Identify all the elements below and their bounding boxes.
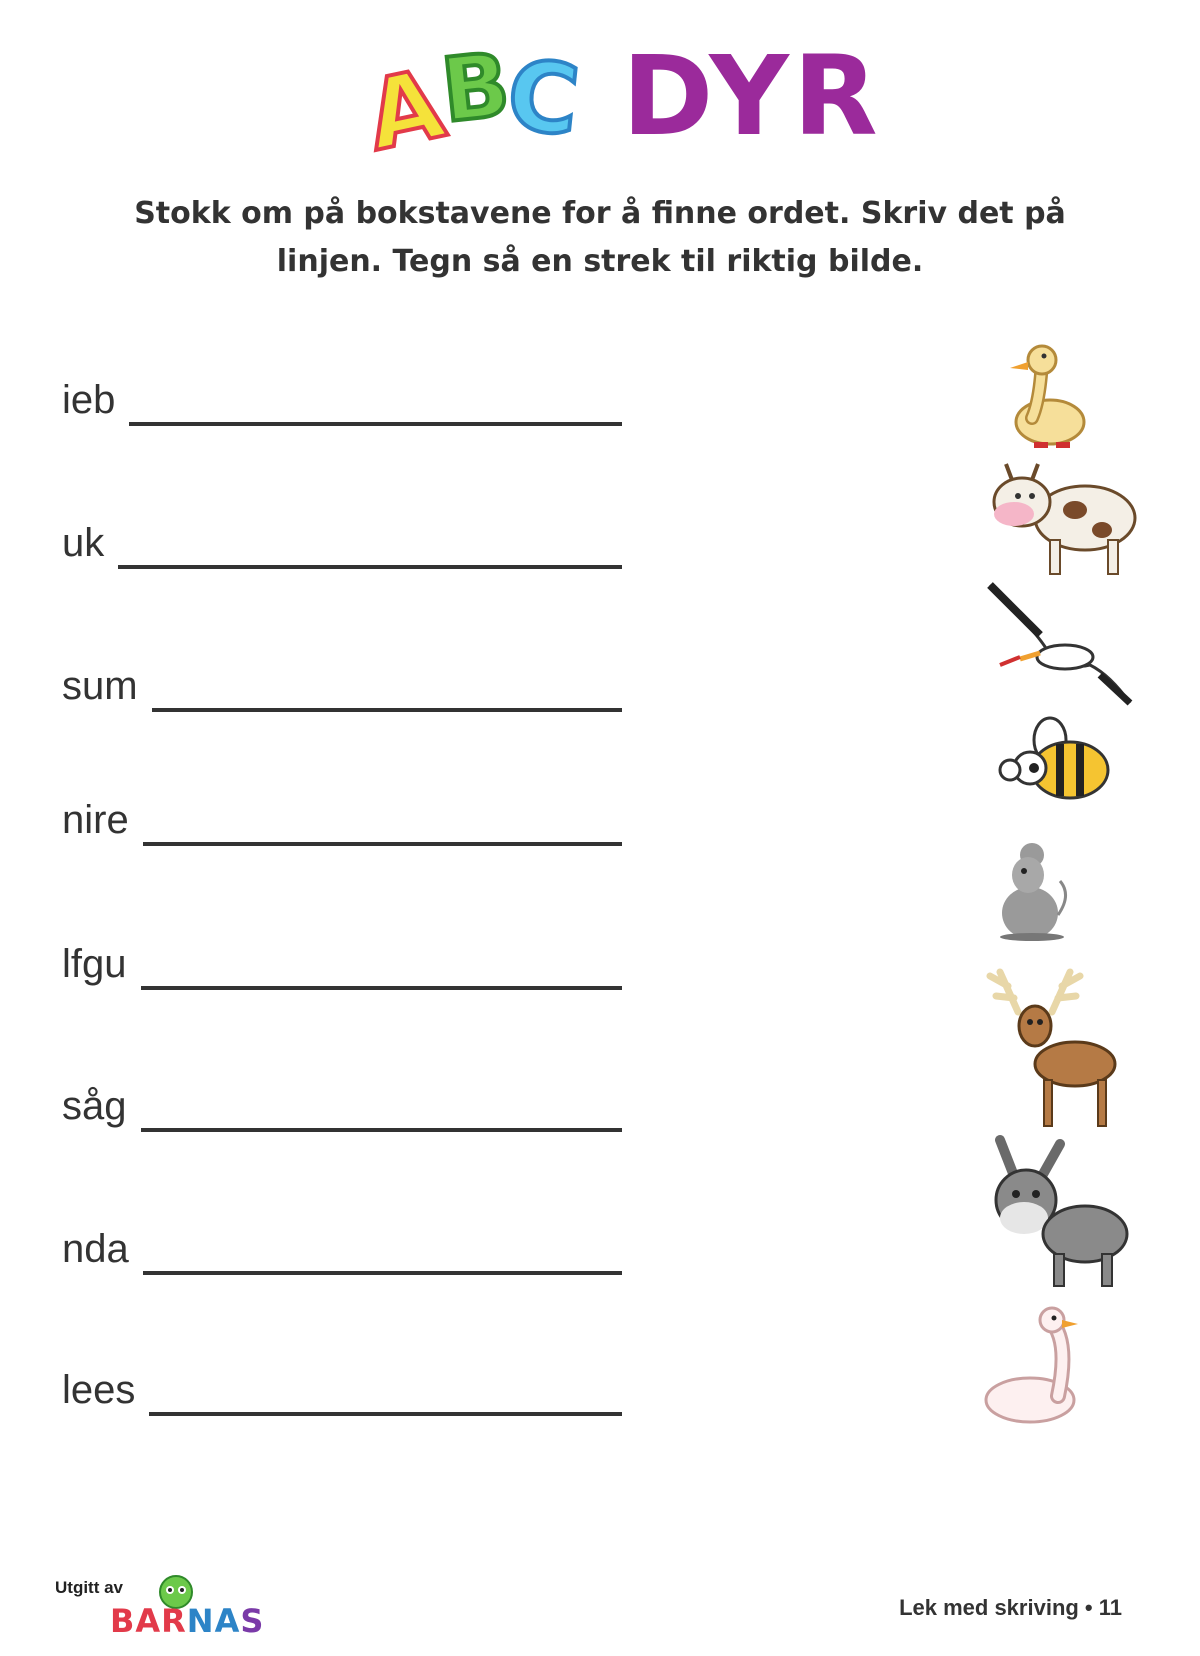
swan-icon[interactable]: [980, 1300, 1160, 1430]
answer-line[interactable]: [143, 1271, 622, 1275]
word-row: [62, 1199, 622, 1279]
answer-line[interactable]: [141, 1128, 623, 1132]
publisher-logo: [55, 1568, 315, 1638]
word-row: [62, 636, 622, 716]
instructions: [110, 190, 1090, 286]
title-letter-c: C: [502, 38, 585, 158]
scrambled-word: såg: [62, 1084, 127, 1128]
cow-icon[interactable]: [980, 458, 1160, 588]
answer-line[interactable]: [129, 422, 622, 426]
answer-line[interactable]: [141, 986, 623, 990]
publisher-prefix: Utgitt av: [55, 1578, 123, 1597]
answer-line[interactable]: [118, 565, 622, 569]
duck-icon[interactable]: [980, 340, 1160, 460]
publisher-name: BARNAS: [110, 1602, 265, 1640]
word-row: [62, 493, 622, 573]
mouse-icon[interactable]: [980, 835, 1160, 945]
reindeer-icon[interactable]: [980, 952, 1160, 1132]
instructions-line-1: Stokk om på bokstavene for å finne ordet. Skriv det på: [134, 196, 1066, 231]
word-row: [62, 770, 622, 850]
scrambled-word: lees: [62, 1368, 136, 1412]
answer-line[interactable]: [149, 1412, 622, 1416]
title-letter-a: A: [357, 47, 454, 173]
page-label: Lek med skriving • 11: [899, 1595, 1122, 1620]
scrambled-word: nire: [62, 798, 129, 842]
scrambled-word: sum: [62, 664, 138, 708]
answer-line[interactable]: [143, 842, 622, 846]
scrambled-word: uk: [62, 521, 105, 565]
word-row: [62, 1056, 622, 1136]
scrambled-word: nda: [62, 1227, 129, 1271]
donkey-icon[interactable]: [980, 1130, 1160, 1290]
word-row: [62, 350, 622, 430]
instructions-line-2: linjen. Tegn så en strek til riktig bilde.: [276, 244, 924, 279]
scrambled-word: lfgu: [62, 942, 127, 986]
scrambled-word: ieb: [62, 378, 116, 422]
word-row: [62, 914, 622, 994]
seagull-icon[interactable]: [980, 575, 1160, 710]
title-word: DYR: [622, 32, 882, 160]
word-row: [62, 1340, 622, 1420]
title-letter-b: B: [436, 32, 515, 143]
bee-icon[interactable]: [980, 710, 1160, 820]
worksheet-title: [357, 32, 882, 173]
animal-pictures: [980, 340, 1160, 1540]
answer-line[interactable]: [152, 708, 622, 712]
